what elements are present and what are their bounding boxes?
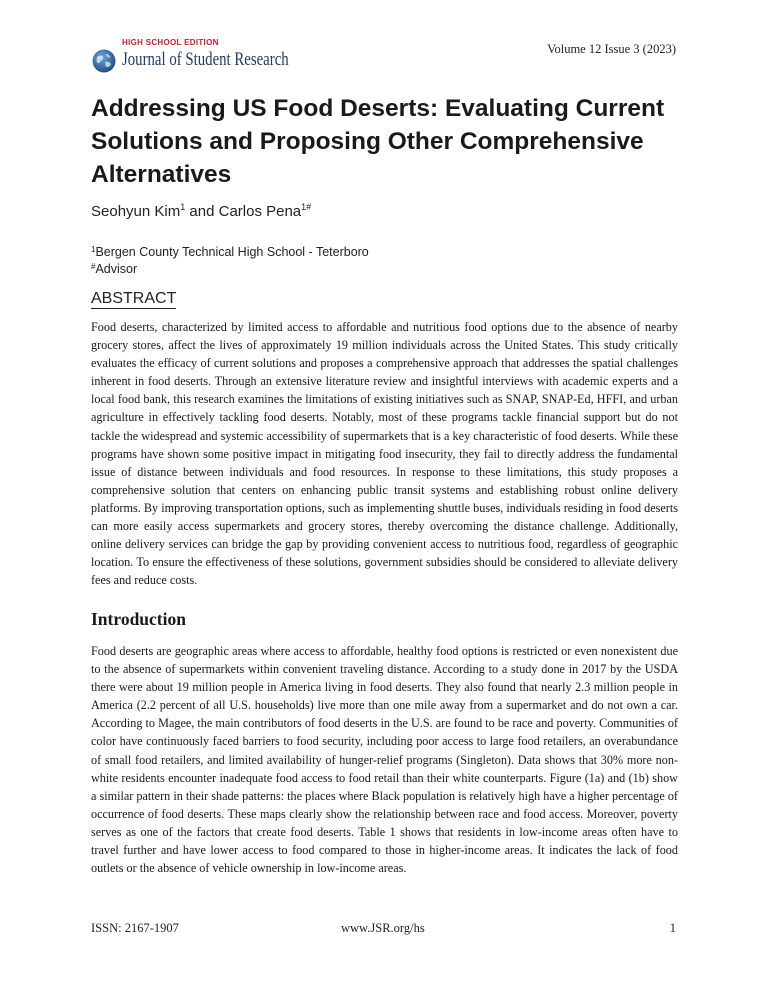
- author-name: Carlos Pena: [218, 203, 302, 220]
- footer-page-number: 1: [669, 921, 676, 935]
- journal-logo[interactable]: [92, 38, 322, 74]
- author-affiliation-mark: 1: [180, 202, 186, 212]
- affiliation-mark: #: [91, 262, 96, 271]
- paper-title: Addressing US Food Deserts: Evaluating Current Solutions and Proposing Other Comprehensive Alternatives: [91, 95, 665, 188]
- affiliation: [91, 245, 369, 259]
- author-conjunction: and: [189, 203, 215, 220]
- abstract-text: Food deserts, characterized by limited access to affordable and nutritious food options due to the absence of nearby grocery stores, affect the lives of approximately 19 million individuals across the United States. This study critically evaluates the efficacy of current solutions and proposes a comprehensive approach that addresses the spatial challenges inherent in food deserts. Through an extensive literature review and insightful interviews with academic experts and a local food bank, this research examines the limitations of existing initiatives such as SNAP, SNAP-Ed, HFFI, and urban agriculture in effectively tackling food deserts. Notably, most of these programs tackle financial support but do not tackle the widespread and systemic accessibility of supermarkets that is a key characteristic of food deserts. While these programs have shown some positive impact in mitigating food insecurity, they fail to directly address the fundamental issue of distance between individuals and food resources. In response to these limitations, this study proposes a comprehensive solution that centers on enhancing public transit systems and establishing robust online delivery platforms. By improving transportation options, such as implementing shuttle buses, individuals residing in food deserts can more easily access supermarkets and grocery stores, thereby overcoming the distance challenge. Additionally, online delivery services can bridge the gap by providing convenient access to nutritious food, regardless of geographic location. To ensure the effectiveness of these solutions, government subsidies should be considered to alleviate delivery fees and reduce costs.: [91, 320, 678, 588]
- section-heading-introduction: Introduction: [91, 609, 186, 629]
- affiliation: [91, 262, 137, 276]
- globe-icon: [92, 49, 116, 73]
- affiliation-text: Bergen County Technical High School - Teterboro: [95, 245, 369, 259]
- footer-issn: ISSN: 2167-1907: [91, 921, 179, 935]
- logo-edition-text: HIGH SCHOOL EDITION: [122, 38, 219, 47]
- introduction-text: Food deserts are geographic areas where access to affordable, healthy food options is restricted or even nonexistent due to the absence of supermarkets within convenient traveling distance. According to a study done in 2017 by the USDA there were about 19 million people in America living in food deserts. They also found that nearly 2.3 million people in America (2.2 percent of all U.S. households) live more than one mile away from a supermarket and do not own a car. According to Magee, the main contributors of food deserts in the U.S. are found to be race and poverty. Communities of color have continuously faced barriers to food security, including poor access to large food retailers, an overabundance of small food retailers, and limited availability of hunger-relief programs (Singleton). Data shows that 30% more non-white residents encounter inadequate food access to food retail than their white counterparts. Figure (1a) and (1b) show a similar pattern in their shade patterns: the places where Black population is relatively high have a higher percentage of occurrence of food deserts. These maps clearly show the relationship between race and food access. Moreover, poverty serves as one of the factors that create food deserts. Table 1 shows that residents in low-income areas often have to travel further and have lower access to food compared to those in higher-income areas. It indicates the lack of food outlets or the absence of vehicle ownership in low-income areas.: [91, 644, 678, 876]
- author-affiliation-mark: 1#: [301, 202, 312, 212]
- logo-journal-name: Journal of Student Research: [122, 49, 289, 70]
- abstract-heading: ABSTRACT: [91, 290, 177, 307]
- volume-issue: Volume 12 Issue 3 (2023): [547, 42, 676, 56]
- affiliation-mark: 1: [91, 245, 96, 254]
- author-line: [91, 202, 311, 220]
- affiliation-text: Advisor: [95, 262, 138, 276]
- footer-url[interactable]: www.JSR.org/hs: [341, 921, 425, 935]
- author-name: Seohyun Kim: [91, 203, 181, 220]
